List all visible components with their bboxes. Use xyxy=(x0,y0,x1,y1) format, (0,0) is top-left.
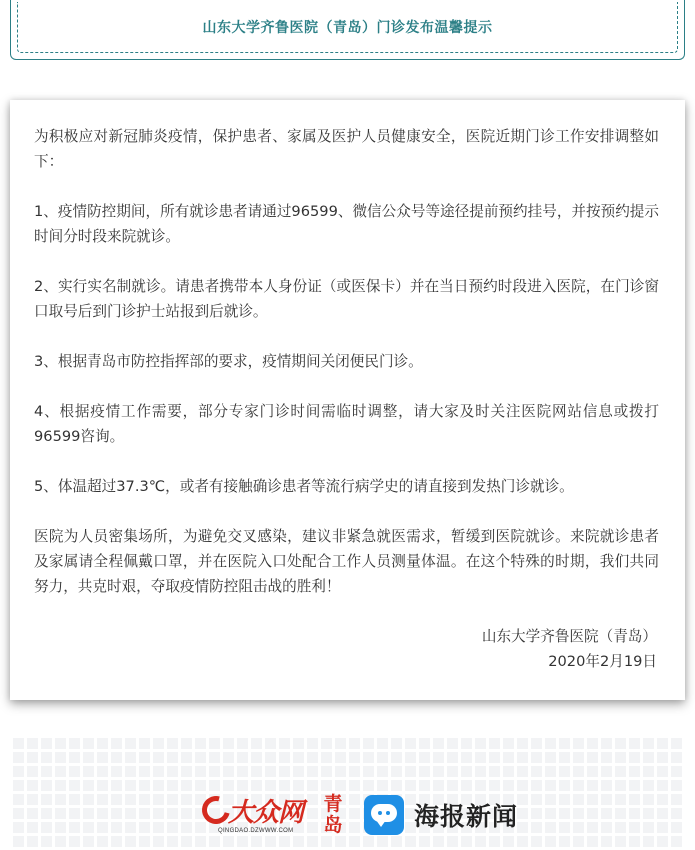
signature-block xyxy=(482,624,657,674)
notice-item-4: 4、根据疫情工作需要，部分专家门诊时间需临时调整，请大家及时关注医院网站信息或拨打96599咨询。 xyxy=(34,403,659,445)
qingdao-char-1: 青 xyxy=(323,793,343,815)
notice-item-1: 1、疫情防控期间，所有就诊患者请通过96599、微信公众号等途径提前预约挂号，并按预约提示时间分时段来院就诊。 xyxy=(34,203,659,245)
notice-card xyxy=(10,100,685,700)
title-banner-inner xyxy=(17,2,678,53)
notice-item-5: 5、体温超过37.3℃，或者有接触确诊患者等流行病学史的请直接到发热门诊就诊。 xyxy=(34,478,574,495)
qingdao-vertical-label xyxy=(322,794,344,836)
signature-organization: 山东大学齐鲁医院（青岛） xyxy=(481,628,657,645)
haibao-app-icon xyxy=(364,795,404,835)
signature-date: 2020年2月19日 xyxy=(548,653,657,670)
partner-logos xyxy=(200,787,540,843)
page-title: 山东大学齐鲁医院（青岛）门诊发布温馨提示 xyxy=(202,20,493,36)
qingdao-char-2: 岛 xyxy=(323,814,343,836)
dazhong-domain: QINGDAO.DZWWW.COM xyxy=(218,828,294,834)
footer-banner xyxy=(10,735,685,850)
dazhong-logo xyxy=(200,790,320,840)
notice-item-3: 3、根据青岛市防控指挥部的要求，疫情期间关闭便民门诊。 xyxy=(34,353,423,370)
title-banner xyxy=(10,0,685,60)
dazhong-logo-text: 大众网 xyxy=(228,798,304,828)
haibao-logo-text: 海报新闻 xyxy=(414,802,519,831)
intro-paragraph: 为积极应对新冠肺炎疫情，保护患者、家属及医护人员健康安全，医院近期门诊工作安排调整如下： xyxy=(34,128,659,170)
closing-paragraph: 医院为人员密集场所，为避免交叉感染，建议非紧急就医需求，暂缓到医院就诊。来院就诊患者及家属请全程佩戴口罩，并在医院入口处配合工作人员测量体温。在这个特殊的时期，我们共同努力，共克时艰，夺取疫情防控阻击战的胜利！ xyxy=(34,528,659,595)
notice-item-2: 2、实行实名制就诊。请患者携带本人身份证（或医保卡）并在当日预约时段进入医院，在门诊窗口取号后到门诊护士站报到后就诊。 xyxy=(34,278,659,320)
